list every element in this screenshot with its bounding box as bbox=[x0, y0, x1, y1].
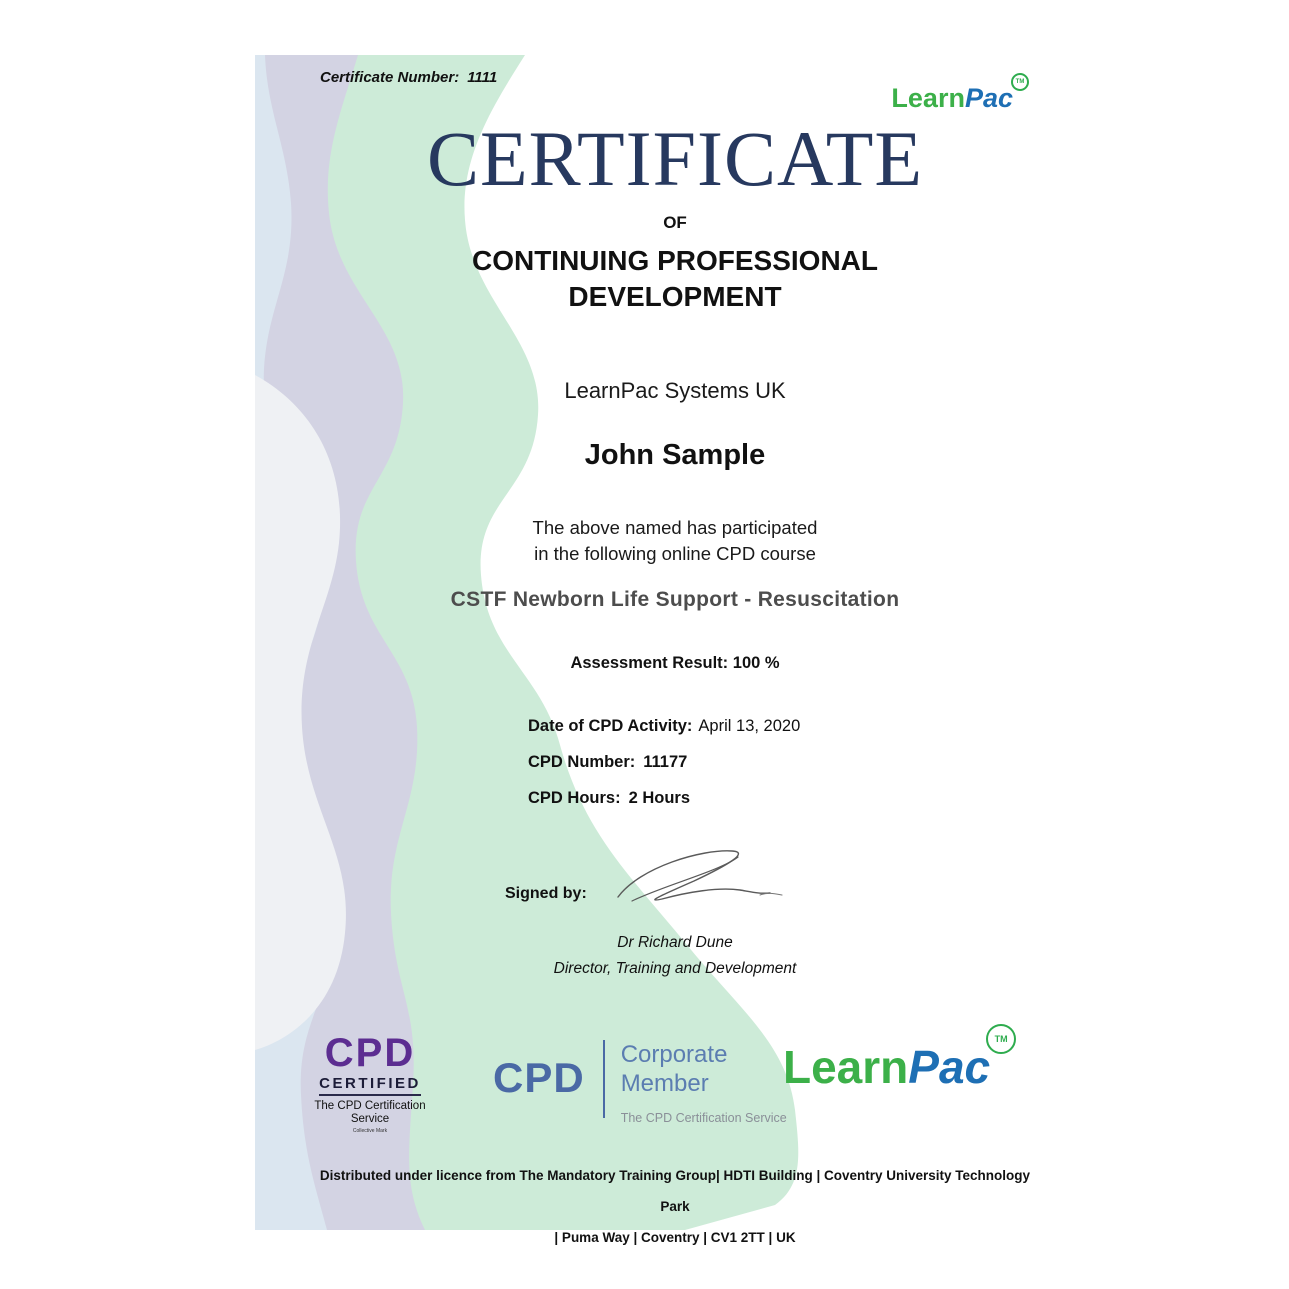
signature-icon bbox=[610, 845, 810, 920]
trademark-icon: TM bbox=[986, 1024, 1016, 1054]
certificate-number-label: Certificate Number: bbox=[320, 69, 460, 86]
cpd-corporate-text-block bbox=[621, 1040, 787, 1125]
assessment-result bbox=[310, 654, 1040, 673]
cpd-date-value: April 13, 2020 bbox=[698, 717, 801, 735]
cpd-hours-label: CPD Hours: bbox=[528, 789, 621, 807]
assessment-value: 100 % bbox=[732, 654, 780, 672]
cpd-certified-cpd-text: CPD bbox=[324, 1031, 416, 1075]
signed-by-label: Signed by: bbox=[505, 885, 587, 902]
certificate-title: CERTIFICATE bbox=[427, 115, 923, 202]
trademark-icon: TM bbox=[1011, 73, 1029, 91]
cpd-corporate-cpd-text: CPD bbox=[493, 1054, 585, 1101]
learnpac-logo-blue-text: Pac bbox=[964, 83, 1013, 113]
cpd-heading-line1: CONTINUING PROFESSIONAL bbox=[471, 245, 878, 276]
signer-name: Dr Richard Dune bbox=[617, 934, 733, 951]
cpd-certified-logo bbox=[310, 1033, 430, 1134]
cpd-certified-certified-text: CERTIFIED bbox=[319, 1075, 421, 1096]
learnpac-logo-green-text: Learn bbox=[783, 1041, 909, 1093]
cpd-details bbox=[528, 717, 800, 825]
divider bbox=[603, 1040, 605, 1118]
cpd-certified-collective-mark: Collective Mark bbox=[352, 1128, 388, 1134]
certificate-page bbox=[255, 55, 1035, 1245]
cpd-certified-service-line2: Service bbox=[350, 1113, 390, 1125]
footer-licence bbox=[310, 1160, 1040, 1253]
footer-line2: | Puma Way | Coventry | CV1 2TT | UK bbox=[554, 1230, 796, 1245]
cpd-heading-line2: DEVELOPMENT bbox=[568, 281, 782, 312]
participation-line1: The above named has participated bbox=[532, 517, 818, 538]
signer-title: Director, Training and Development bbox=[553, 960, 797, 977]
cpd-hours-value: 2 Hours bbox=[628, 789, 691, 807]
learnpac-logo-blue-text: Pac bbox=[908, 1041, 991, 1093]
title-of: OF bbox=[663, 213, 687, 232]
course-title: CSTF Newborn Life Support - Resuscitation bbox=[450, 588, 900, 611]
cpd-certified-service-line1: The CPD Certification bbox=[314, 1100, 426, 1112]
cpd-hours-row bbox=[528, 789, 800, 808]
footer-line1: Distributed under licence from The Mandatory Training Group| HDTI Building | Coventry University Technology Park bbox=[319, 1168, 1031, 1214]
cpd-certified-service-text bbox=[310, 1100, 430, 1126]
cpd-number-value: 11177 bbox=[643, 753, 688, 771]
participation-statement bbox=[310, 515, 1040, 567]
cpd-date-label: Date of CPD Activity: bbox=[528, 717, 693, 735]
participation-line2: in the following online CPD course bbox=[534, 543, 816, 564]
signer-block bbox=[310, 930, 1040, 982]
certificate-number-value: 1111 bbox=[467, 69, 498, 86]
cpd-number-label: CPD Number: bbox=[528, 753, 636, 771]
organisation-name: LearnPac Systems UK bbox=[564, 378, 786, 403]
learnpac-logo-bottom bbox=[783, 1034, 1008, 1094]
cpd-date-row bbox=[528, 717, 800, 736]
cpd-corporate-service-text: The CPD Certification Service bbox=[620, 1111, 787, 1125]
assessment-label: Assessment Result: bbox=[570, 654, 729, 672]
cpd-corporate-member-line1: Corporate bbox=[620, 1041, 728, 1068]
recipient-name: John Sample bbox=[584, 439, 766, 471]
cpd-heading bbox=[310, 243, 1040, 315]
cpd-number-row bbox=[528, 753, 800, 772]
cpd-corporate-member-line2: Member bbox=[620, 1070, 709, 1097]
learnpac-logo-green-text: Learn bbox=[891, 83, 965, 113]
cpd-corporate-member-logo bbox=[493, 1040, 787, 1125]
